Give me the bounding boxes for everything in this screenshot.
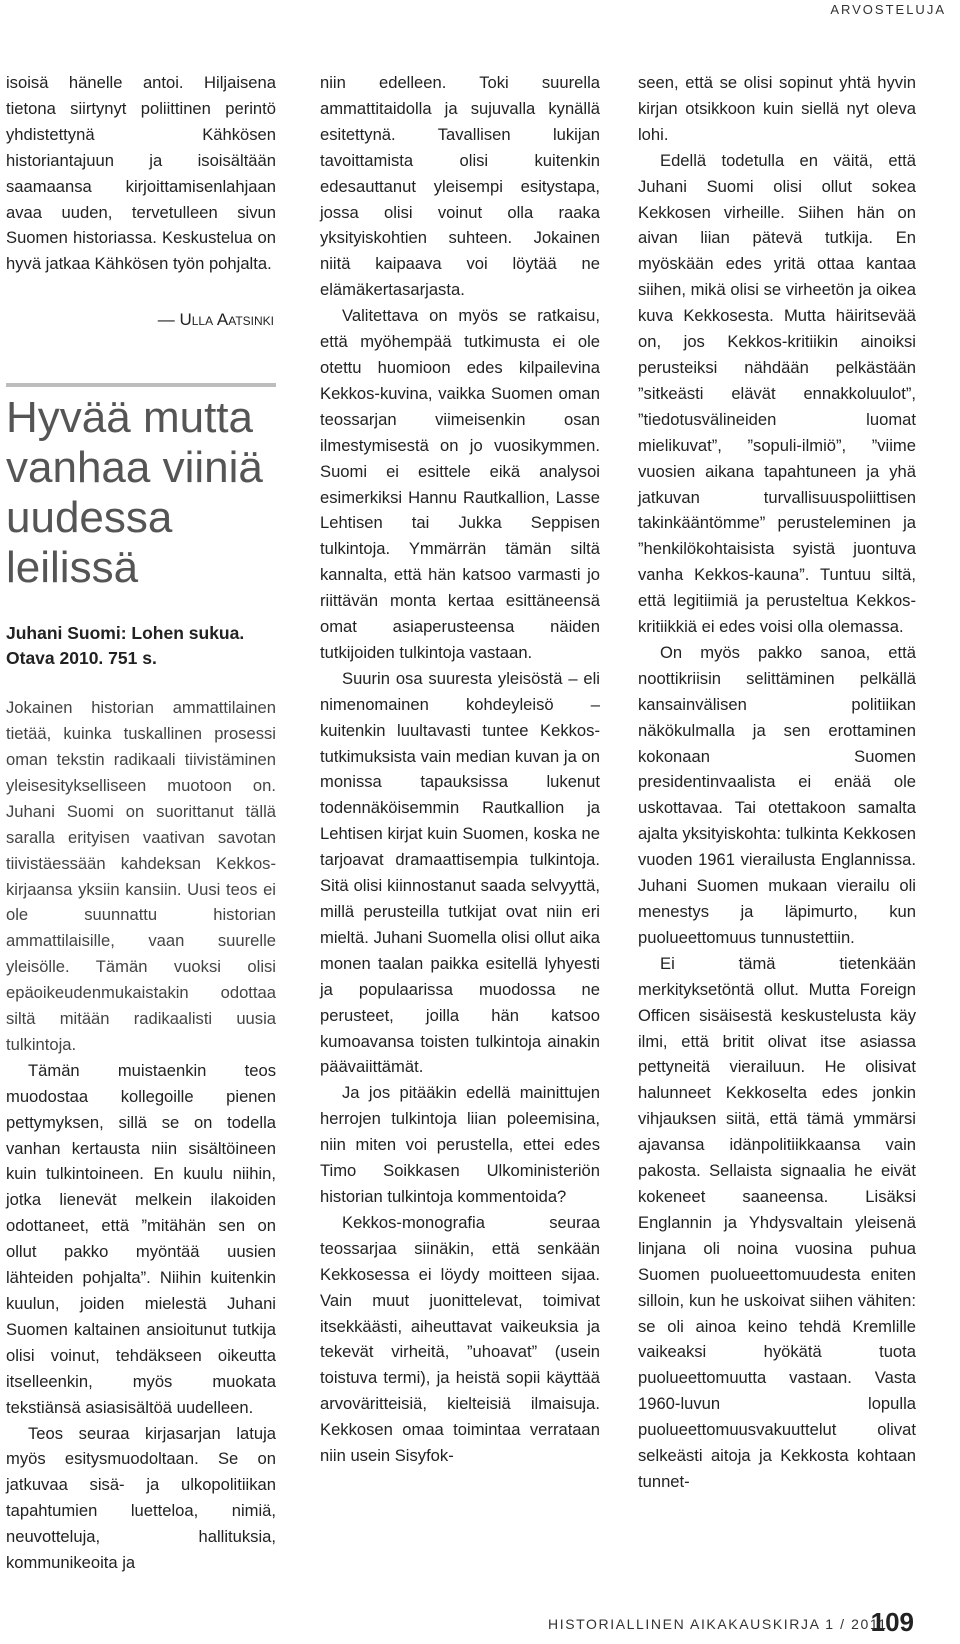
page-number: 109 bbox=[870, 1607, 914, 1637]
body-paragraph: Kekkos-monografia seuraa teossarjaa siinäkin, että senkään Kekkosessa ei löydy moitteen sijaa. Vain muut juonittelevat, toimivat itsekkäästi, aiheuttavat vaikeuksia ja tekevät virheitä, ”uhoavat” (usein toistuva termi), ja heistä sopii käyttää arvoväritteisiä, kielteisiä ilmaisuja. Kekkosen omaa toimintaa verrataan niin usein Sisyfok- bbox=[320, 1212, 600, 1466]
body-paragraph: Suurin osa suuresta yleisöstä – eli nimenomainen kohdeyleisö – kuitenkin luultavasti tuntee Kekkos-tutkimuksista vain median kuvan ja on monissa tapauksissa lukenut todennäköisemmin Rautkallion ja Lehtisen kirjat kuin Suomen, koska ne tarjoavat dramaattisempia tulkintoja. Sitä olisi kiinnostanut saada selvyyttä, millä perusteilla tutkijat ovat niin eri mieltä. Juhani Suomella olisi ollut aika monen taalan paikka esitellä lyhyesti ja populaarissa muodossa ne perusteet, joilla hän katsoo kumoavansa toisten tulkintoja ainakin päävaiittämät. bbox=[320, 668, 600, 1077]
book-bibliography: Juhani Suomi: Lohen sukua. Otava 2010. 751 s. bbox=[6, 623, 245, 669]
section-label: ARVOSTELUJA bbox=[830, 2, 946, 17]
column-3 bbox=[638, 70, 916, 1495]
previous-review-ending: isoisä hänelle antoi. Hiljaisena tietona siirtynyt poliittinen perintö yhdistettynä Kähkösen historiantajuun ja isoisältään saamaansa kirjoittamisenlahjaan avaa uuden, tervetulleen sivun Suomen historiassa. Keskustelua on hyvä jatkaa Kähkösen työn pohjalta. bbox=[6, 73, 276, 274]
body-paragraph: Teos seuraa kirjasarjan latuja myös esitysmuodoltaan. Se on jatkuvaa sisä- ja ulkopolitiikan tapahtumien luetteloa, nimiä, neuvotteluja, hallituksia, kommunikeoita ja bbox=[6, 1423, 276, 1573]
body-paragraph: Ei tämä tietenkään merkityksetöntä ollut. Mutta Foreign Officen sisäisestä keskustelusta käy ilmi, että britit olivat itse asiassa pettyneitä vierailuun. He olisivat halunneet Kekkoselta edes jonkin vihjauksen siitä, että tämä ymmärsi ajavansa idänpolitiikkaansa vain pakosta. Sellaista signaalia he eivät kokeneet saaneensa. Lisäksi Englannin ja Yhdysvaltain yleisenä linjana oli noina vuosina puhua Suomen puolueettomuudesta eniten silloin, kun he uskoivat siihen vähiten: se oli ainoa keino tehdä Kremlille vaikeaksi hyökätä tuota puolueettomuutta vastaan. Vasta 1960-luvun lopulla puolueettomuusvakuuttelut olivat selkeästi aitoja ja Kekkosta kohtaan tunnet- bbox=[638, 953, 916, 1491]
journal-name: HISTORIALLINEN AIKAKAUSKIRJA 1 / 2011 bbox=[548, 1616, 888, 1632]
previous-review-author: — Ulla Aatsinki bbox=[157, 310, 274, 330]
body-paragraph: Valitettava on myös se ratkaisu, että myöhempää tutkimusta ei ole otettu huomioon edes kilpailevina Kekkos-kuvina, vaikka Suomen oman teossarjan viimeisenkin osan ilmestymisestä on jo vuosikymmen. Suomi ei esittele eikä analysoi esimerkiksi Hannu Rautkallion, Lasse Lehtisen tai Jukka Seppisen tulkintoja. Ymmärrän tämän siltä kannalta, että hän katsoo varmasti jo riittävän monta kertaa esittäneensä omat asiaperusteensa näiden tutkijoiden tulkintoja vastaan. bbox=[320, 306, 600, 662]
body-paragraph: Tämän muistaenkin teos muodostaa kollegoille pienen pettymyksen, sillä se on todella vanhan kertausta niin sisältöineen kuin tulkintoineen. En kuulu niihin, jotka lienevät melkein ilakoiden odottaneet, että ”mitähän sen on ollut pakko myöntää uusien lähteiden pohjalta”. Niihin kuitenkin kuulun, joiden mielestä Juhani Suomen kaltainen ansioitunut tutkija olisi voinut, tehdäkseen oikeutta itselleenkin, myös muokata tekstiänsä asiasisältöä uudelleen. bbox=[6, 1060, 276, 1417]
body-paragraph: On myös pakko sanoa, että noottikriisin selittäminen pelkällä kansainvälisen politiikan näkökulmalla ja sen erottaminen kokonaan Suomen presidentinvaalista ei enää ole uskottavaa. Tai otettakoon samalta ajalta yksityiskohta: tulkinta Kekkosen vuoden 1961 vierailusta Englannissa. Juhani Suomen mukaan vierailu oli menestys ja läpimurto, kun puolueettomuus tunnustettiin. bbox=[638, 642, 916, 947]
column-1 bbox=[6, 70, 276, 1576]
section-divider bbox=[6, 383, 276, 387]
body-paragraph: Edellä todetulla en väitä, että Juhani Suomi olisi ollut sokea Kekkosen virheille. Siihen hän on aivan liian pätevä tutkija. En myöskään edes yritä ottaa kantaa siihen, mikä olisi se virheetön ja oikea kuva Kekkosesta. Mutta häiritsevää on, jos Kekkos-kritiikin ainoiksi perusteiksi nähdään pelkästään ”sitkeästi elävät ennakkoluulot”, ”tiedotusvälineiden luomat mielikuvat”, ”sopuli-ilmiö”, ”viime vuosien aikana tapahtuneen ja yhä jatkuvan turvallisuuspoliittisen takinkääntömme” perusteleminen ja ”henkilökohtaisista syistä juontuva vanha Kekkos-kauna”. Tuntuu siltä, että legitiimiä ja perusteltua Kekkos-kritiikkiä ei edes voisi olla olemassa. bbox=[638, 150, 916, 637]
body-paragraph: seen, että se olisi sopinut yhtä hyvin kirjan otsikkoon kuin siellä nyt oleva lohi. bbox=[638, 73, 916, 144]
body-paragraph: niin edelleen. Toki suurella ammattitaidolla ja sujuvalla kynällä esitettynä. Tavallisen lukijan tavoittamista olisi kuitenkin edesauttanut yleisempi esitystapa, jossa olisi voinut olla raaka yksityiskohtien suhteen. Jokainen niitä kaipaava voi löytää ne elämäkertasarjasta. bbox=[320, 73, 600, 300]
column-2 bbox=[320, 70, 600, 1469]
review-title: Hyvää mutta vanhaa viiniä uudessa leilissä bbox=[6, 393, 263, 593]
lead-paragraph: Jokainen historian ammattilainen tietää, kuinka tuskallinen prosessi oman tekstin radikaali tiivistäminen yleisesitykselliseen muotoon on. Juhani Suomi on suorittanut tällä saralla erityisen vaativan savotan tiivistäessään kahdeksan Kekkos-kirjaansa yksiin kansiin. Uusi teos ei ole suunnattu historian ammattilaisille, vaan suurelle yleisölle. Tämän vuoksi olisi epäoikeudenmukaistakin odottaa siltä mitään radikaalisti uusia tulkintoja. bbox=[6, 698, 276, 1054]
body-paragraph: Ja jos pitääkin edellä mainittujen herrojen tulkintoja liian poleemisina, niin miten voi perustella, ettei edes Timo Soikkasen Ulkoministeriön historian tulkintoja kommentoida? bbox=[320, 1083, 600, 1206]
